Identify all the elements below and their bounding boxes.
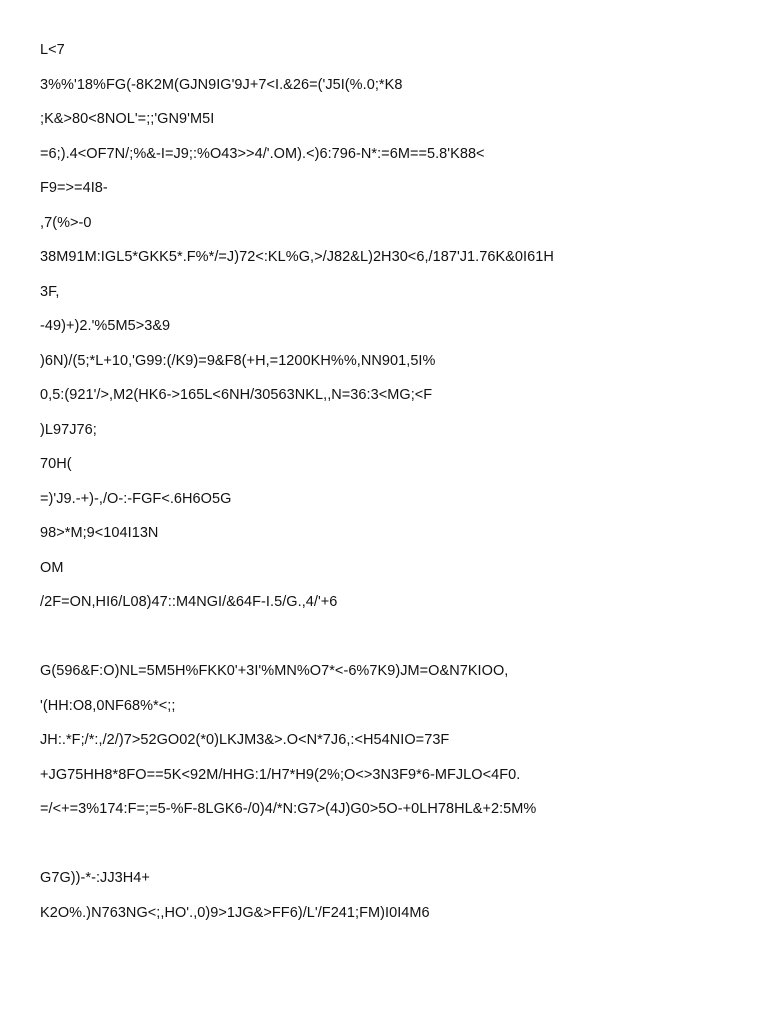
text-line: =6;).4<OF7N/;%&-I=J9;:%O43>>4/'.OM).<)6:796-N*:=6M==5.8'K88< <box>40 146 485 162</box>
text-line: F9=>=4I8- <box>40 180 108 196</box>
text-line: )6N)/(5;*L+10,'G99:(/K9)=9&F8(+H,=1200KH%%,NN901,5I% <box>40 353 436 369</box>
text-line: L<7 <box>40 42 65 58</box>
text-line: '(HH:O8,0NF68%*<;; <box>40 698 176 714</box>
text-line: 3%%'18%FG(-8K2M(GJN9IG'9J+7<I.&26=('J5I(%.0;*K8 <box>40 77 403 93</box>
text-line: )L97J76; <box>40 422 97 438</box>
text-line: /2F=ON,HI6/L08)47::M4NGI/&64F-I.5/G.,4/'+6 <box>40 594 338 610</box>
text-line: 38M91M:IGL5*GKK5*.F%*/=J)72<:KL%G,>/J82&L)2H30<6,/187'J1.76K&0I61H <box>40 249 554 265</box>
text-line: =/<+=3%174:F=;=5-%F-8LGK6-/0)4/*N:G7>(4J)G0>5O-+0LH78HL&+2:5M% <box>40 801 537 817</box>
text-line: 0,5:(921'/>,M2(HK6->165L<6NH/30563NKL,,N=36:3<MG;<F <box>40 387 433 403</box>
text-line: ,7(%>-0 <box>40 215 92 231</box>
text-line: 70H( <box>40 456 72 472</box>
text-line: K2O%.)N763NG<;,HO'.,0)9>1JG&>FF6)/L'/F241;FM)I0I4M6 <box>40 905 430 921</box>
text-line: OM <box>40 560 64 576</box>
text-line: G(596&F:O)NL=5M5H%FKK0'+3I'%MN%O7*<-6%7K9)JM=O&N7KIOO, <box>40 663 509 679</box>
text-line: -49)+)2.'%5M5>3&9 <box>40 318 171 334</box>
text-line: =)'J9.-+)-,/O-:-FGF<.6H6O5G <box>40 491 232 507</box>
text-line: 98>*M;9<104I13N <box>40 525 159 541</box>
text-line: ;K&>80<8NOL'=;;'GN9'M5I <box>40 111 215 127</box>
text-line: +JG75HH8*8FO==5K<92M/HHG:1/H7*H9(2%;O<>3N3F9*6-MFJLO<4F0. <box>40 767 521 783</box>
text-line: G7G))-*-:JJ3H4+ <box>40 870 150 886</box>
text-line: 3F, <box>40 284 60 300</box>
text-line: JH:.*F;/*:,/2/)7>52GO02(*0)LKJM3&>.O<N*7J6,:<H54NIO=73F <box>40 732 450 748</box>
